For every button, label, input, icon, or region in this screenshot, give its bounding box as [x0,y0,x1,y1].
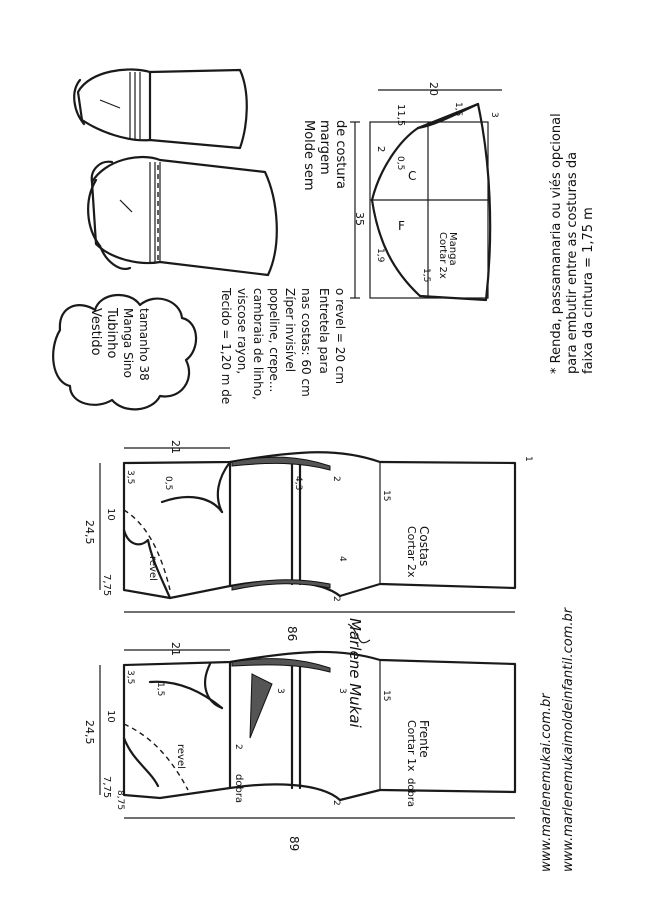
seam-note-line-1: Molde sem [301,120,316,191]
front-pattern-piece [83,642,515,851]
front-fold-1: dobra [233,774,244,804]
footnote-line-2: para embutir entre as costuras da [565,151,580,374]
trim-footnote [549,113,596,374]
sleeve-dim-cap: 11,5 [395,104,406,127]
front-dim-3a: 3 [275,688,285,694]
front-dim-3b: 3 [337,688,347,694]
back-dim-43: 4,3 [293,476,303,491]
front-fold-2: dobra [405,778,416,808]
back-dim-width: 21 [169,440,182,454]
front-length-dim: 89 [287,836,301,852]
seam-note-line-2: margem [317,120,332,175]
front-dim-shoulder: 24,5 [83,720,96,745]
footnote-line-1: * Renda, passamanaria ou viés opcional [549,113,564,374]
back-dim-10: 10 [105,508,116,521]
url-line-1: www.marlenemukai.com.br [539,693,554,872]
back-dim-2a: 2 [331,476,341,482]
materials-line-8: o revel = 20 cm [333,288,347,385]
back-dim-15: 15 [381,490,391,502]
seam-allowance-note [301,120,348,191]
sleeve-cut-label: Cortar 2x [437,232,448,279]
front-dim-10: 10 [105,710,116,723]
signature [346,618,370,729]
length-dim: 86 [285,626,299,642]
back-dim-05: 0,5 [163,476,173,491]
back-dim-4: 4 [337,556,347,562]
materials-line-7: Entretela para [317,288,331,374]
front-cut-label: Cortar 1x [405,720,418,772]
front-dim-35: 3,5 [125,670,135,685]
sleeve-dim-a: 2 [375,146,386,153]
title-line-2: Tubinho [104,308,119,359]
sleeve-dim-b: 0,5 [395,156,405,171]
back-label: Costas [417,526,431,567]
back-dim-neck: 7,75 [101,574,112,597]
front-dim-875: 8,75 [115,790,125,811]
sleeve-dim-d: 1,5 [421,268,431,283]
front-label: Frente [417,720,431,758]
sleeve-pattern [350,82,502,300]
back-dim-2b: 2 [331,596,341,602]
sleeve-letter-back: C [408,169,417,183]
materials-line-1: Tecido = 1,20 m de [219,288,233,405]
sleeve-dim-width: 35 [353,212,366,226]
back-dim-shoulder: 24,5 [83,520,96,545]
front-facing-label: revel [175,744,186,769]
sleeve-label: Manga [447,232,458,266]
back-pattern-piece [83,440,533,641]
title-block [53,295,196,409]
title-line-1: Vestido [88,308,103,356]
website-urls [539,606,576,872]
materials-line-3: cambraia de linho, [251,288,265,400]
front-dim-15: 1,5 [155,682,165,697]
front-dim-2a: 2 [233,744,243,750]
seam-note-line-3: de costura [333,120,348,189]
front-dim-2b: 2 [331,800,341,806]
back-dim-35: 3,5 [125,470,135,485]
front-dim-width: 21 [169,642,182,656]
materials-line-6: nas costas: 60 cm [299,288,313,397]
title-line-4: tamanho 38 [137,308,151,381]
url-line-2: www.marlenemukaimoldeinfantil.com.br [561,607,576,872]
materials-line-2: viscose rayon, [235,288,249,375]
materials-line-5: Zíper invisível [283,288,297,373]
sleeve-dim-e: 1,9 [375,248,385,263]
footnote-line-3: faixa da cintura = 1,75 m [581,207,596,374]
sleeve-dim-f: 3 [489,112,499,118]
signature-text: Marlene Mukai [346,618,364,728]
dress-sketch [74,69,277,275]
title-line-3: Manga Sino [121,308,135,378]
materials-list [219,287,347,404]
front-dim-neck: 7,75 [101,776,112,799]
sleeve-dim-top: 20 [427,82,440,96]
materials-line-4: popeline, crepe... [267,288,281,393]
sleeve-letter-front: F [398,219,405,233]
back-facing-label: revel [147,556,158,581]
back-cut-label: Cortar 2x [405,526,418,578]
front-dim-15b: 15 [381,690,391,702]
back-dim-1: 1 [523,456,533,462]
sleeve-dim-c: 1,5 [453,102,463,117]
